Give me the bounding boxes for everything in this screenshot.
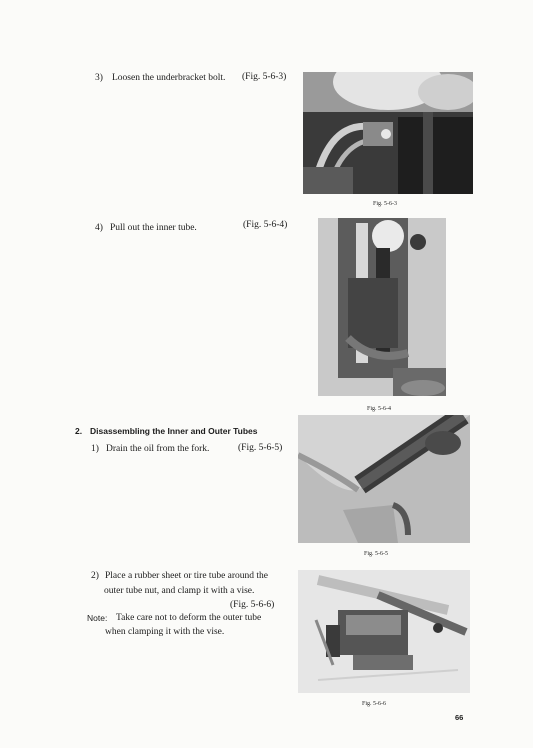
step-3-figure-ref: (Fig. 5-6-3) [242, 72, 287, 82]
section-2-step-2-figure-ref: (Fig. 5-6-6) [230, 600, 275, 610]
section-2-step-1-text: Drain the oil from the fork. [106, 444, 210, 454]
section-2-step-2-number: 2) [91, 571, 99, 581]
figure-5-6-5-photo [298, 415, 470, 543]
step-3-number: 3) [95, 73, 103, 83]
note-line-1: Take care not to deform the outer tube [116, 613, 262, 623]
page-number: 66 [455, 713, 464, 722]
section-2-step-2-line-2: outer tube nut, and clamp it with a vise. [104, 586, 255, 596]
section-2-step-2-line-1: Place a rubber sheet or tire tube around the [105, 571, 269, 581]
step-4-figure-ref: (Fig. 5-6-4) [243, 220, 288, 230]
figure-5-6-3-photo [303, 72, 473, 194]
step-4-number: 4) [95, 223, 103, 233]
note-line-2: when clamping it with the vise. [105, 627, 225, 637]
step-3-text: Loosen the underbracket bolt. [112, 73, 226, 83]
section-2-step-1-number: 1) [91, 444, 99, 454]
figure-5-6-5-caption: Fig. 5-6-5 [364, 551, 388, 557]
step-4-text: Pull out the inner tube. [110, 223, 197, 233]
note-label: Note: [87, 613, 108, 623]
section-2-step-1-figure-ref: (Fig. 5-6-5) [238, 443, 283, 453]
figure-5-6-4-caption: Fig. 5-6-4 [367, 406, 391, 412]
section-2-number: 2. [75, 426, 83, 436]
figure-5-6-3-caption: Fig. 5-6-3 [373, 201, 397, 207]
figure-5-6-6-photo [298, 570, 470, 693]
figure-5-6-4-photo [318, 218, 446, 396]
section-2-title: Disassembling the Inner and Outer Tubes [90, 426, 258, 436]
figure-5-6-6-caption: Fig. 5-6-6 [362, 701, 386, 707]
